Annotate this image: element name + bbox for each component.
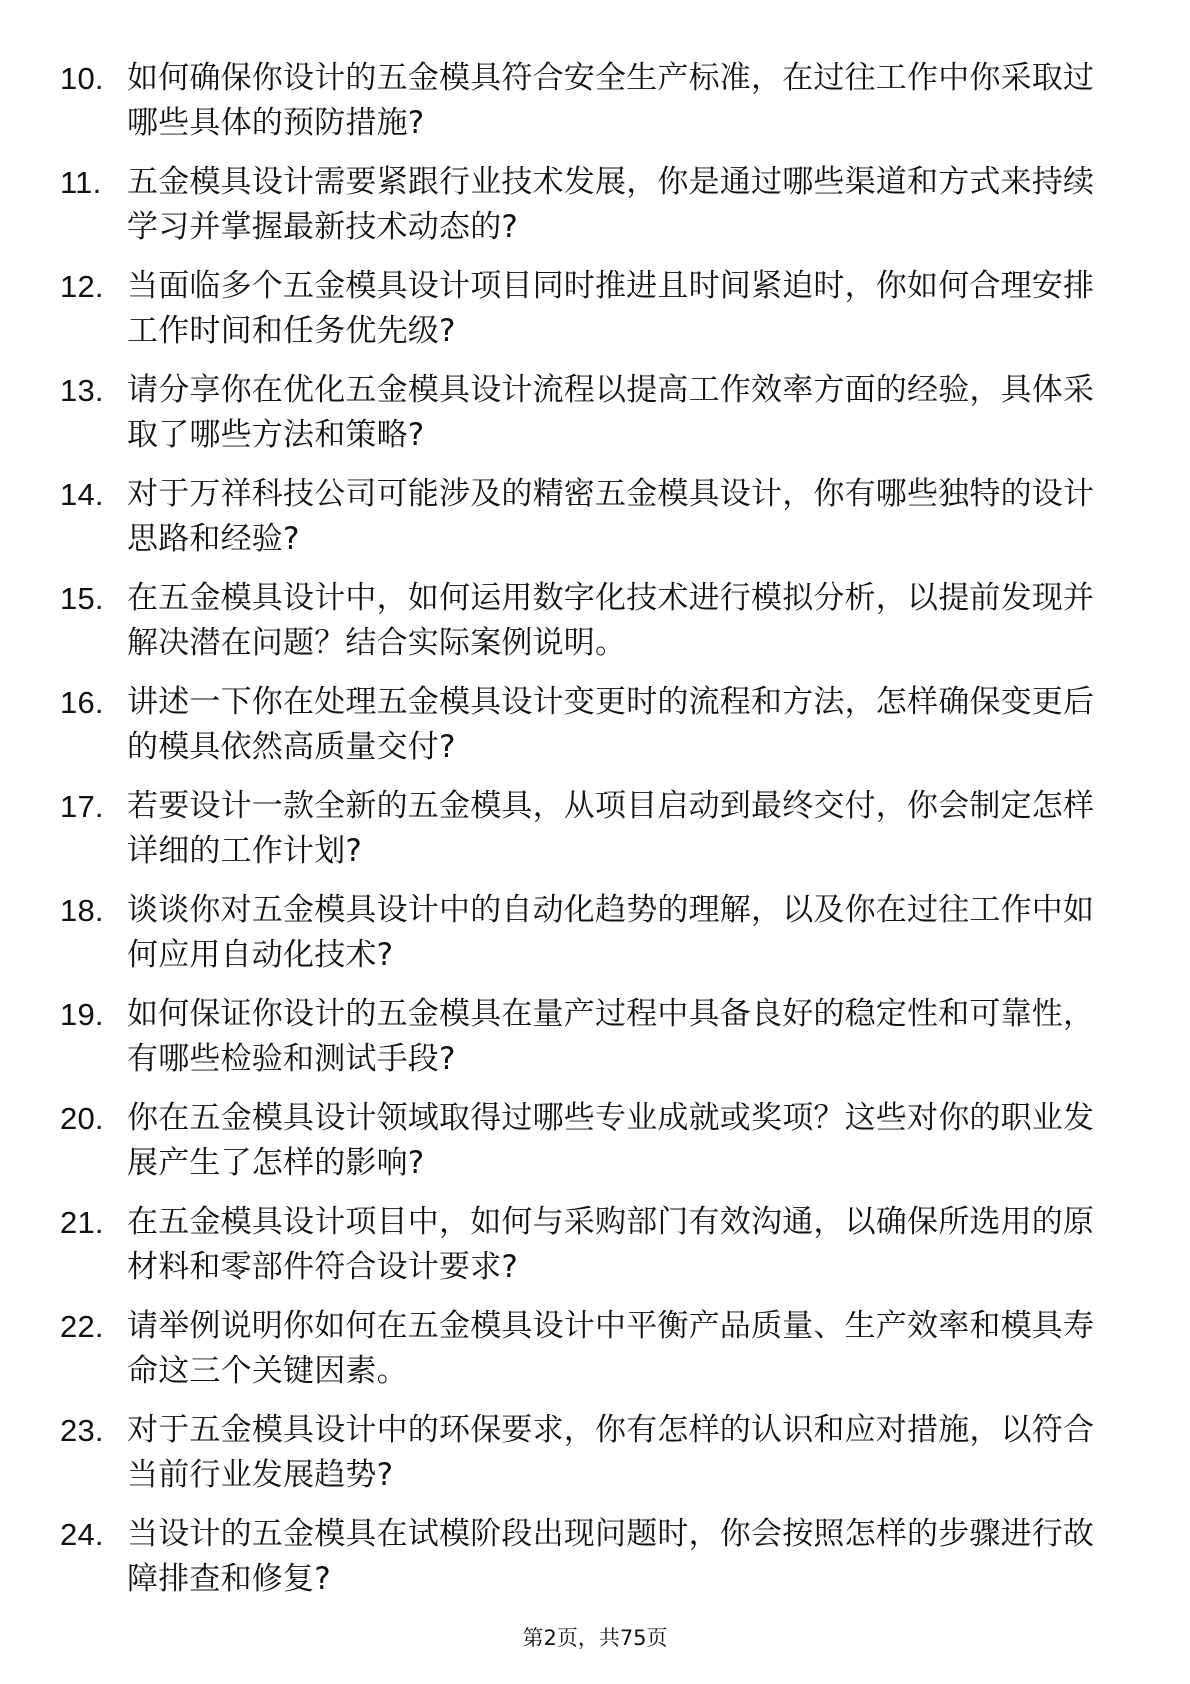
question-number: 10. xyxy=(60,61,104,96)
question-item xyxy=(60,1408,1120,1498)
question-item xyxy=(60,1512,1120,1602)
question-text: 请举例说明你如何在五金模具设计中平衡产品质量、生产效率和模具寿命这三个关键因素。 xyxy=(127,1308,1095,1389)
question-text: 谈谈你对五金模具设计中的自动化趋势的理解，以及你在过往工作中如何应用自动化技术? xyxy=(127,892,1095,973)
question-text: 当设计的五金模具在试模阶段出现问题时，你会按照怎样的步骤进行故障排查和修复? xyxy=(127,1516,1095,1597)
question-number: 11. xyxy=(60,165,102,200)
question-item xyxy=(60,160,1120,250)
question-number: 19. xyxy=(60,997,104,1032)
question-number: 20. xyxy=(60,1101,104,1136)
question-text: 对于万祥科技公司可能涉及的精密五金模具设计，你有哪些独特的设计思路和经验? xyxy=(127,476,1095,557)
question-item xyxy=(60,368,1120,458)
question-item xyxy=(60,888,1120,978)
question-number: 18. xyxy=(60,893,104,928)
question-text: 对于五金模具设计中的环保要求，你有怎样的认识和应对措施，以符合当前行业发展趋势? xyxy=(127,1412,1095,1493)
question-number: 23. xyxy=(60,1413,104,1448)
question-item xyxy=(60,1304,1120,1394)
question-number: 17. xyxy=(60,789,104,824)
question-text: 讲述一下你在处理五金模具设计变更时的流程和方法，怎样确保变更后的模具依然高质量交付? xyxy=(127,684,1095,765)
question-item xyxy=(60,472,1120,562)
question-text: 在五金模具设计项目中，如何与采购部门有效沟通，以确保所选用的原材料和零部件符合设计要求? xyxy=(127,1204,1095,1285)
question-number: 13. xyxy=(60,373,104,408)
question-number: 15. xyxy=(60,581,104,616)
question-item xyxy=(60,784,1120,874)
question-text: 五金模具设计需要紧跟行业技术发展，你是通过哪些渠道和方式来持续学习并掌握最新技术动态的? xyxy=(127,164,1095,245)
question-item xyxy=(60,264,1120,354)
question-item xyxy=(60,992,1120,1082)
question-number: 24. xyxy=(60,1517,104,1552)
question-item xyxy=(60,1096,1120,1186)
question-text: 请分享你在优化五金模具设计流程以提高工作效率方面的经验，具体采取了哪些方法和策略? xyxy=(127,372,1095,453)
question-number: 21. xyxy=(60,1205,104,1240)
page-footer: 第2页，共75页 xyxy=(522,1626,668,1650)
question-number: 16. xyxy=(60,685,104,720)
question-text: 如何确保你设计的五金模具符合安全生产标准，在过往工作中你采取过哪些具体的预防措施? xyxy=(127,60,1095,141)
question-number: 14. xyxy=(60,477,104,512)
question-text: 如何保证你设计的五金模具在量产过程中具备良好的稳定性和可靠性，有哪些检验和测试手段? xyxy=(127,996,1095,1077)
question-text: 当面临多个五金模具设计项目同时推进且时间紧迫时，你如何合理安排工作时间和任务优先级? xyxy=(127,268,1095,349)
question-item xyxy=(60,680,1120,770)
question-text: 若要设计一款全新的五金模具，从项目启动到最终交付，你会制定怎样详细的工作计划? xyxy=(127,788,1095,869)
question-item xyxy=(60,1200,1120,1290)
question-text: 在五金模具设计中，如何运用数字化技术进行模拟分析，以提前发现并解决潜在问题？结合实际案例说明。 xyxy=(127,580,1095,661)
question-text: 你在五金模具设计领域取得过哪些专业成就或奖项？这些对你的职业发展产生了怎样的影响? xyxy=(127,1100,1095,1181)
question-list xyxy=(60,56,1120,1616)
question-number: 22. xyxy=(60,1309,104,1344)
question-number: 12. xyxy=(60,269,104,304)
question-item xyxy=(60,56,1120,146)
question-item xyxy=(60,576,1120,666)
